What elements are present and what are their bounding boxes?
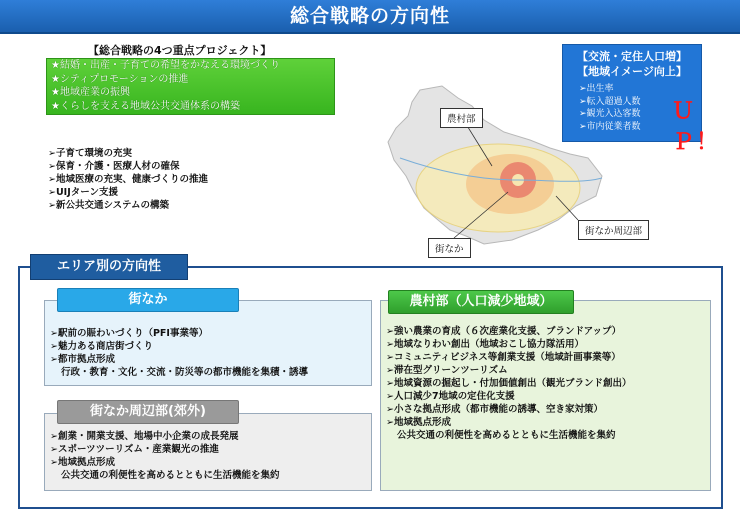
list-detail: 行政・教育・文化・交流・防災等の都市機能を集積・誘導 [61,367,309,378]
callout-item: ➢観光入込客数 [579,109,641,119]
project-list-box [46,58,335,115]
list-item: ➢都市拠点形成 [50,354,115,365]
sub-item: ➢新公共交通システムの構築 [48,200,170,211]
list-item: ➢地域資源の掘起し・付加価値創出（観光ブランド創出） [386,378,632,389]
panel-title-shuhen: 街なか周辺部(郊外) [57,400,239,424]
sub-item-list [48,147,208,212]
list-item: ➢魅力ある商店街づくり [50,341,153,352]
project-item: ★地域産業の振興 [51,87,130,98]
list-item: ➢コミュニティビジネス等創業支援（地域計画事業等） [386,352,621,363]
list-item: ➢地域拠点形成 [386,417,451,428]
project-item: ★シティプロモーションの推進 [51,73,189,85]
panel-title-machinaka: 街なか [57,288,239,312]
machinaka-list [50,327,308,379]
up-label: ＵＰ！ [672,99,721,155]
page-title: 総合戦略の方向性 [289,5,450,27]
list-item: ➢創業・開業支援、地場中小企業の成長発展 [50,431,239,442]
list-item: ➢滞在型グリーンツーリズム [386,365,508,376]
list-detail: 公共交通の利便性を高めるとともに生活機能を集約 [61,470,280,481]
list-item: ➢駅前の賑わいづくり（PFI事業等） [50,328,208,339]
list-item: ➢小さな拠点形成（都市機能の誘導、空き家対策） [386,404,603,415]
project-item: ★くらしを支える地域公共交通体系の構築 [51,100,240,112]
header-bar [0,0,740,34]
list-item: ➢強い農業の育成（６次産業化支援、ブランドアップ） [386,326,622,337]
callout-heading: 【地域イメージ向上】 [577,65,687,78]
map-label-shuhen: 街なか周辺部 [578,220,649,240]
list-item: ➢人口減少7地域の定住化支援 [386,391,515,402]
list-item: ➢地域なりわい創出（地域おこし協力隊活用） [386,339,584,350]
sub-item: ➢保育・介護・医療人材の確保 [48,161,180,172]
panel-title-noson: 農村部（人口減少地域） [388,290,574,314]
callout-item: ➢転入超過人数 [579,96,641,107]
shuhen-list [50,430,280,482]
list-item: ➢地域拠点形成 [50,457,115,468]
strategy-title: 【総合戦略の4つ重点プロジェクト】 [88,44,272,57]
list-detail: 公共交通の利便性を高めるとともに生活機能を集約 [397,430,616,441]
map-label-noson: 農村部 [440,108,483,128]
callout-item: ➢出生率 [579,84,614,94]
noson-list [386,325,631,442]
sub-item: ➢UIJターン支援 [48,187,119,198]
list-item: ➢スポーツツーリズム・産業観光の推進 [50,444,219,455]
map-label-machinaka: 街なか [428,238,471,258]
project-item: ★結婚・出産・子育ての希望をかなえる環境づくり [51,60,280,71]
sub-item: ➢子育て環境の充実 [48,148,132,159]
callout-heading: 【交流・定住人口増】 [577,50,687,63]
sub-item: ➢地域医療の充実、健康づくりの推進 [48,174,208,185]
area-section-title: エリア別の方向性 [30,254,188,280]
callout-item: ➢市内従業者数 [579,121,641,132]
